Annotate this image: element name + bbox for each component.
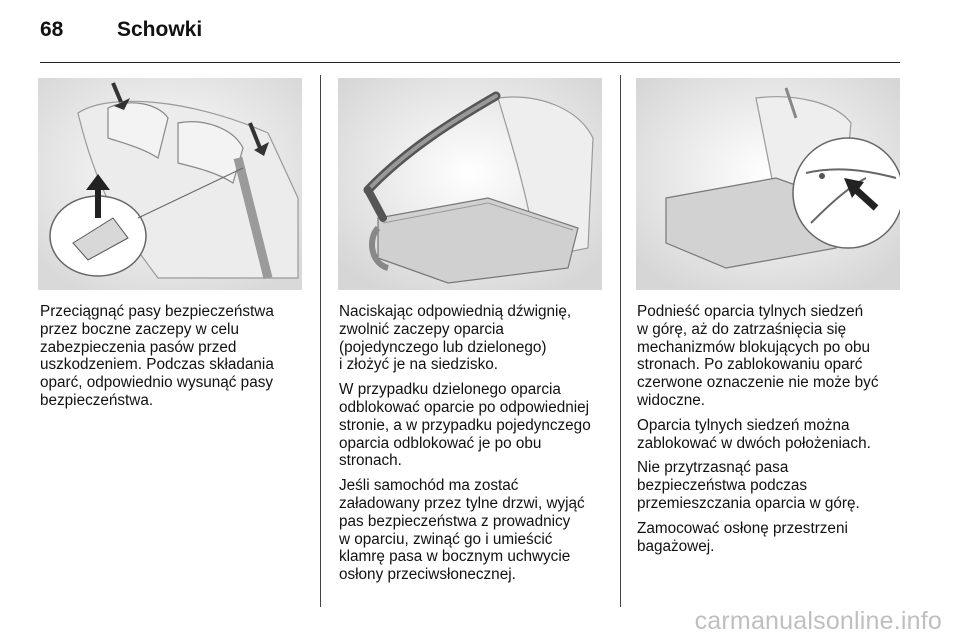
paragraph: Jeśli samochód ma zostać załadowany przez tylne drzwi, wyjąć pas bezpieczeństwa z prowadnicy w oparciu, zwinąć go i umieścić klamrę pasa w bocznym uchwycie osłony przeciwsłonecznej. bbox=[339, 477, 585, 584]
paragraph: W przypadku dzielonego oparcia odblokować oparcie po odpowiedniej stronie, a w przypadku pojedynczego oparcia odblokować je po obu stronach. bbox=[339, 381, 591, 470]
header-rule bbox=[40, 62, 900, 63]
paragraph: Zamocować osłonę przestrzeni bagażowej. bbox=[637, 519, 848, 555]
column-divider bbox=[320, 75, 321, 607]
paragraph: Oparcia tylnych siedzeń można zablokować w dwóch położeniach. bbox=[637, 416, 871, 452]
paragraph: Nie przytrzasnąć pasa bezpieczeństwa podczas przemieszczania oparcia w górę. bbox=[637, 459, 860, 512]
page-title: Schowki bbox=[117, 18, 203, 41]
paragraph: Przeciągnąć pasy bezpieczeństwa przez boczne zaczepy w celu zabezpieczenia pasów przed uszkodzeniem. Podczas składania oparć, odpowiednio wysunąć pasy bezpieczeństwa. bbox=[40, 303, 274, 409]
text-column-2 bbox=[339, 303, 611, 591]
paragraph: Podnieść oparcia tylnych siedzeń w górę, aż do zatrzaśnięcia się mechanizmów blokujących po obu stronach. Po zablokowaniu oparć czerwone oznaczenie nie może być widoczne. bbox=[637, 303, 879, 409]
illustration-fold-backrest bbox=[338, 78, 602, 290]
illustration-raise-backrest bbox=[636, 78, 900, 290]
paragraph: Naciskając odpowiednią dźwignię, zwolnić zaczepy oparcia (pojedynczego lub dzielonego) i złożyć je na siedzisko. bbox=[339, 303, 572, 374]
text-column-3 bbox=[637, 303, 909, 562]
illustration-seatbelt-hook bbox=[38, 78, 302, 290]
page-number: 68 bbox=[40, 18, 64, 41]
watermark: carmanualsonline.info bbox=[694, 607, 942, 635]
column-divider bbox=[620, 75, 621, 607]
text-column-1 bbox=[40, 303, 312, 417]
